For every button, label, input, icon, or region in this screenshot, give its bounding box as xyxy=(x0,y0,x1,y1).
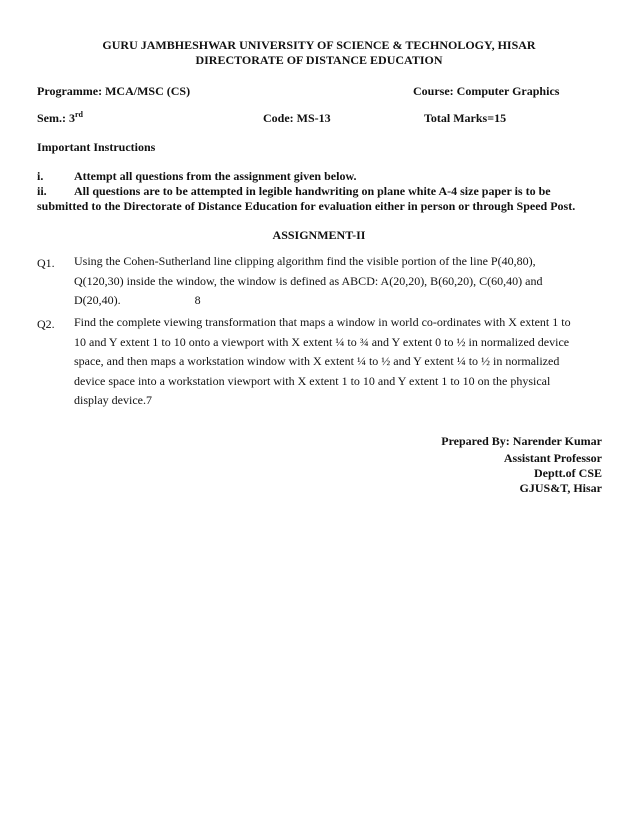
instruction-number: ii. xyxy=(37,184,47,198)
question-line: Q(120,30) inside the window, the window is defined as ABCD: A(20,20), B(60,20), C(60,40) and xyxy=(74,273,543,288)
question-line: device space into a workstation viewport with X extent 1 to 10 and Y extent 1 to 10 on the physical xyxy=(74,373,551,388)
designation: Assistant Professor xyxy=(503,451,602,465)
course-label: Course: Computer Graphics xyxy=(413,84,560,98)
total-marks: Total Marks=15 xyxy=(424,111,507,125)
semester-superscript: rd xyxy=(75,110,83,119)
institution: GJUS&T, Hisar xyxy=(519,481,602,495)
question-line: D(20,40). 8 xyxy=(74,291,604,311)
instruction-continuation: submitted to the Directorate of Distance Education for evaluation either in person or through Speed Post. xyxy=(37,199,576,213)
question-number: Q1. xyxy=(37,256,55,270)
question-number: Q2. xyxy=(37,317,55,331)
programme-label: Programme: MCA/MSC (CS) xyxy=(37,84,191,98)
course-code: Code: MS-13 xyxy=(263,111,331,125)
instruction-number: i. xyxy=(37,169,44,183)
question-text xyxy=(74,313,604,411)
instruction-text: All questions are to be attempted in legible handwriting on plane white A-4 size paper is to be xyxy=(74,184,551,198)
question-text xyxy=(74,252,604,311)
question-marks: 8 xyxy=(194,293,201,307)
prepared-by: Prepared By: Narender Kumar xyxy=(441,434,602,448)
university-name: GURU JAMBHESHWAR UNIVERSITY OF SCIENCE & TECHNOLOGY, HISAR xyxy=(102,38,536,52)
directorate-name: DIRECTORATE OF DISTANCE EDUCATION xyxy=(195,53,443,67)
question-line: Find the complete viewing transformation that maps a window in world co-ordinates with X extent 1 to xyxy=(74,315,571,329)
question-line: Using the Cohen-Sutherland line clipping algorithm find the visible portion of the line P(40,80), xyxy=(74,254,536,268)
semester-label: Sem.: 3rd xyxy=(37,110,83,125)
question-line: space, and then maps a workstation window with X extent ¼ to ½ and Y extent ¼ to ½ in normalized xyxy=(74,354,560,368)
question-line: 10 and Y extent 1 to 10 onto a viewport with X extent ¼ to ¾ and Y extent 0 to ½ in normalized device xyxy=(74,334,570,349)
question-line: display device.7 xyxy=(74,393,152,407)
instructions-heading: Important Instructions xyxy=(37,140,156,154)
department: Deptt.of CSE xyxy=(534,466,602,480)
instruction-text: Attempt all questions from the assignment given below. xyxy=(74,169,357,183)
assignment-title: ASSIGNMENT-II xyxy=(272,228,366,242)
